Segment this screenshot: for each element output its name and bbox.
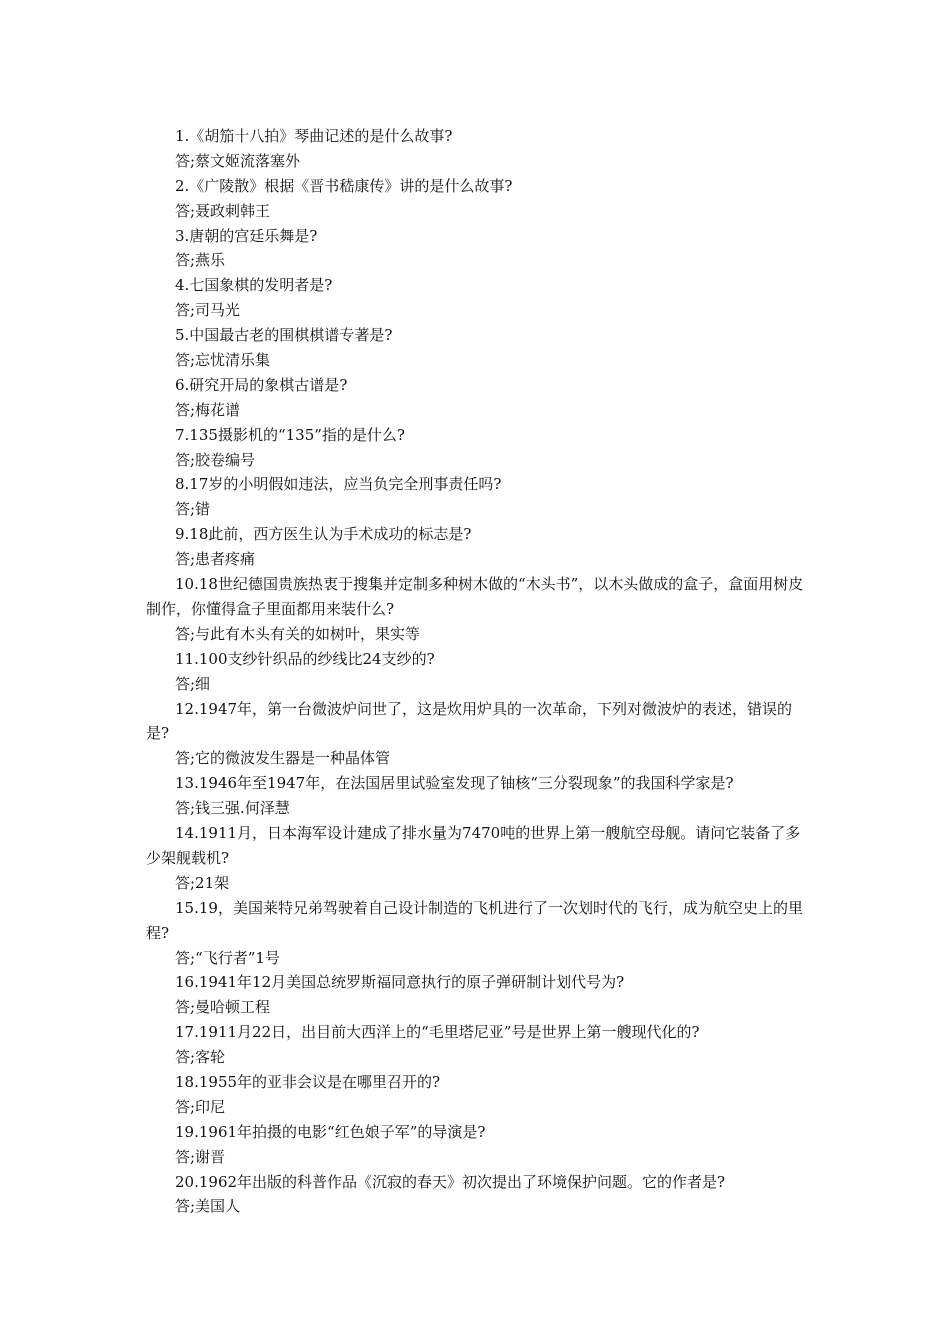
answer-7: 答;胶卷编号 (175, 450, 256, 469)
answer-19: 答;谢晋 (175, 1147, 226, 1166)
question-7: 7.135摄影机的“135”指的是什么? (175, 425, 405, 444)
question-20: 20.1962年出版的科普作品《沉寂的春天》初次提出了环境保护问题。它的作者是? (175, 1172, 726, 1191)
question-2: 2.《广陵散》根据《晋书嵇康传》讲的是什么故事? (175, 176, 513, 195)
question-3: 3.唐朝的宫廷乐舞是? (175, 226, 318, 245)
question-8: 8.17岁的小明假如违法，应当负完全刑事责任吗? (175, 475, 502, 494)
question-10: 10.18世纪德国贵族热衷于搜集并定制多种树木做的“木头书”，以木头做成的盒子，盒面用树皮制作，你懂得盒子里面都用来装什么? (146, 575, 804, 618)
answer-14: 答;21架 (175, 873, 230, 892)
question-18: 18.1955年的亚非会议是在哪里召开的? (175, 1072, 441, 1091)
answer-4: 答;司马光 (175, 301, 241, 320)
answer-16: 答;曼哈顿工程 (175, 998, 271, 1017)
question-13: 13.1946年至1947年，在法国居里试验室发现了铀核“三分裂现象”的我国科学家是? (175, 774, 734, 793)
question-14: 14.1911月，日本海军设计建成了排水量为7470吨的世界上第一艘航空母舰。请问它装备了多少架舰载机? (146, 824, 801, 867)
answer-17: 答;客轮 (175, 1048, 226, 1067)
document-page (146, 124, 810, 1219)
answer-20: 答;美国人 (175, 1197, 241, 1216)
answer-10: 答;与此有木头有关的如树叶，果实等 (175, 624, 421, 643)
question-5: 5.中国最古老的围棋棋谱专著是? (175, 326, 393, 345)
answer-2: 答;聂政刺韩王 (175, 201, 271, 220)
question-19: 19.1961年拍摄的电影“红色娘子军”的导演是? (175, 1122, 486, 1141)
answer-1: 答;蔡文姬流落塞外 (175, 151, 301, 170)
answer-13: 答;钱三强.何泽慧 (175, 799, 290, 818)
question-11: 11.100支纱针织品的纱线比24支纱的? (175, 649, 435, 668)
question-16: 16.1941年12月美国总统罗斯福同意执行的原子弹研制计划代号为? (175, 973, 625, 992)
answer-6: 答;梅花谱 (175, 400, 241, 419)
question-15: 15.19，美国莱特兄弟驾驶着自己设计制造的飞机进行了一次划时代的飞行，成为航空史上的里程? (146, 898, 803, 942)
answer-5: 答;忘忧清乐集 (175, 351, 271, 370)
question-6: 6.研究开局的象棋古谱是? (175, 375, 348, 394)
question-4: 4.七国象棋的发明者是? (175, 276, 333, 295)
answer-8: 答;错 (175, 500, 211, 519)
answer-11: 答;细 (175, 674, 211, 693)
answer-18: 答;印尼 (175, 1097, 226, 1116)
answer-3: 答;燕乐 (175, 251, 226, 270)
question-9: 9.18此前，西方医生认为手术成功的标志是? (175, 525, 472, 544)
question-12: 12.1947年，第一台微波炉问世了，这是炊用炉具的一次革命，下列对微波炉的表述，错误的是? (146, 699, 793, 743)
answer-9: 答;患者疼痛 (175, 550, 256, 569)
answer-15: 答;“飞行者”1号 (175, 948, 280, 967)
answer-12: 答;它的微波发生器是一种晶体管 (175, 749, 391, 768)
question-1: 1.《胡笳十八拍》琴曲记述的是什么故事? (175, 127, 453, 145)
question-17: 17.1911月22日，出目前大西洋上的“毛里塔尼亚”号是世界上第一艘现代化的? (175, 1023, 700, 1042)
